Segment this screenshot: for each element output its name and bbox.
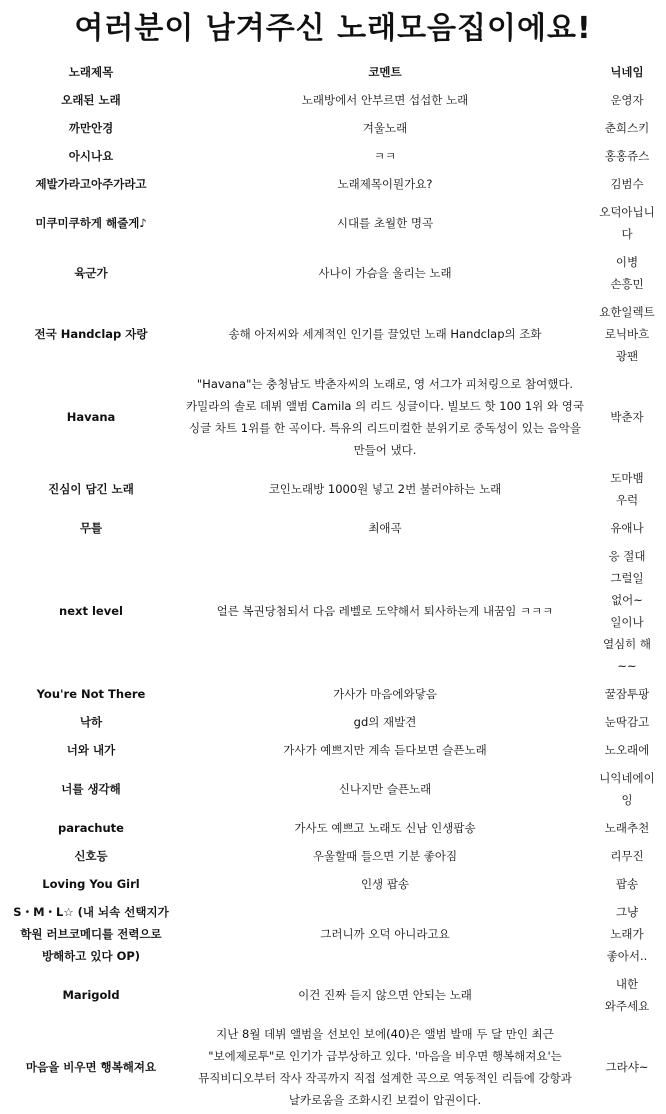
table-row (6, 708, 660, 736)
song-nickname: 그냥 노래가 좋아서.. (606, 905, 648, 963)
table-row (6, 870, 660, 898)
table-row (6, 370, 660, 464)
song-nickname: 오덕아닙니다 (599, 205, 655, 241)
song-nickname: 노오래에 (604, 743, 650, 757)
song-title: Havana (66, 410, 116, 424)
table-row (6, 114, 660, 142)
song-nickname: 김범수 (610, 177, 644, 191)
table-row (6, 542, 660, 680)
table-row (6, 86, 660, 114)
song-nickname: 홍홍쥬스 (604, 149, 650, 163)
song-title: 아시나요 (68, 149, 114, 163)
song-comment: "Havana"는 충청남도 박춘자씨의 노래로, 영 서그가 피처링으로 참여했다. 카밀라의 솔로 데뷔 앨범 Camila 의 리드 싱글이다. 빌보드 핫 100 1위 와 영국 싱글 차트 1위를 한 곡이다. 특유의 리드미컬한 분위기로 중독성이 있는 음악을 만들어 냈다. (186, 377, 584, 457)
header-nickname: 닉네임 (610, 65, 644, 79)
song-title: S・M・L☆ (내 뇌속 선택지가 학원 러브코메디를 전력으로 방해하고 있다 OP) (13, 905, 169, 963)
song-nickname: 응 절대 그럴일 없어~ 일이나 열심히 해~~ (602, 549, 652, 673)
header-comment: 코멘트 (368, 65, 402, 79)
table-row (6, 198, 660, 248)
table-row (6, 298, 660, 370)
table-row (6, 170, 660, 198)
song-title: 너를 생각해 (61, 782, 121, 796)
song-comment: 그러니까 오덕 아니라고요 (320, 927, 450, 941)
song-title: 마음을 비우면 행복해져요 (25, 1060, 157, 1074)
song-title: 전국 Handclap 자랑 (34, 327, 148, 341)
song-comment: gd의 재발견 (353, 715, 417, 729)
song-nickname: 도마뱀 우럭 (610, 471, 644, 507)
song-title: 까만안경 (68, 121, 114, 135)
song-comment: 송해 아저씨와 세계적인 인기를 끌었던 노래 Handclap의 조화 (228, 327, 542, 341)
table-row (6, 814, 660, 842)
song-nickname: 리무진 (610, 849, 644, 863)
song-nickname: 요한일렉트로닉바흐 광팬 (599, 305, 655, 363)
song-comment: 가사가 마음에와닿음 (333, 687, 437, 701)
song-nickname: 팝송 (615, 877, 639, 891)
song-comment: 얼른 복권당첨되서 다음 레벨로 도약해서 퇴사하는게 내꿈임 ㅋㅋㅋ (216, 604, 554, 618)
song-nickname: 그라샤~ (605, 1060, 649, 1074)
song-comment: 가사가 예쁘지만 계속 듣다보면 슬픈노래 (283, 743, 487, 757)
table-row (6, 142, 660, 170)
song-comment: 겨울노래 (362, 121, 408, 135)
song-nickname: 춘희스키 (604, 121, 650, 135)
song-nickname: 운영자 (610, 93, 644, 107)
table-row (6, 842, 660, 870)
song-nickname: 꿀잠투팡 (604, 687, 650, 701)
table-body (6, 86, 660, 1114)
song-title: 육군가 (74, 266, 108, 280)
table-header-row (6, 58, 660, 86)
song-comment: 시대를 초월한 명곡 (336, 216, 434, 230)
song-comment: 이건 진짜 듣지 않으면 안되는 노래 (298, 988, 472, 1002)
song-title: 오래된 노래 (61, 93, 121, 107)
page-title: 여러분이 남겨주신 노래모음집이에요! (74, 11, 592, 46)
song-nickname: 이병 손흥민 (610, 255, 644, 291)
song-comment: 코인노래방 1000원 넣고 2번 불러야하는 노래 (268, 482, 502, 496)
table-row (6, 514, 660, 542)
song-nickname: 니익네에이잉 (599, 771, 655, 807)
song-comment: 노래제목이뭔가요? (337, 177, 433, 191)
song-title: 미쿠미쿠하게 해줄게♪ (35, 216, 147, 230)
table-row (6, 970, 660, 1020)
song-title: Loving You Girl (42, 877, 140, 891)
song-table (6, 58, 660, 1114)
song-title: next level (59, 604, 123, 618)
song-nickname: 노래추천 (604, 821, 650, 835)
song-nickname: 눈딱감고 (604, 715, 650, 729)
song-title: 낙하 (79, 715, 103, 729)
song-comment: 인생 팝송 (360, 877, 410, 891)
table-row (6, 898, 660, 970)
song-comment: 가사도 예쁘고 노래도 신남 인생팝송 (294, 821, 476, 835)
song-title: 무틀 (79, 521, 103, 535)
song-title: You're Not There (36, 687, 146, 701)
table-row (6, 680, 660, 708)
header-title: 노래제목 (68, 65, 114, 79)
song-comment: ㅋㅋ (373, 149, 397, 163)
song-title: 진심이 담긴 노래 (48, 482, 134, 496)
song-title: 너와 내가 (66, 743, 116, 757)
table-row (6, 736, 660, 764)
table-row (6, 248, 660, 298)
song-comment: 노래방에서 안부르면 섭섭한 노래 (301, 93, 469, 107)
song-comment: 최애곡 (368, 521, 402, 535)
song-comment: 지난 8월 데뷔 앨범을 선보인 보에(40)은 앨범 발매 두 달 만인 최근 "보에제로투"로 인기가 급부상하고 있다. '마음을 비우면 행복해져요'는 뮤직비디오부터 작사 작곡까지 직접 설계한 곡으로 역동적인 리듬에 강항과 날카로움을 조화시킨 보컬이 압권이다. (198, 1027, 572, 1107)
song-title: 제발가라고아주가라고 (35, 177, 147, 191)
song-nickname: 내한 와주세요 (604, 977, 650, 1013)
table-row (6, 764, 660, 814)
song-nickname: 유애나 (610, 521, 644, 535)
song-comment: 사나이 가슴을 울리는 노래 (318, 266, 452, 280)
song-title: 신호등 (74, 849, 108, 863)
song-title: Marigold (62, 988, 120, 1002)
song-comment: 신나지만 슬픈노래 (338, 782, 432, 796)
song-nickname: 박춘자 (610, 410, 644, 424)
song-title: parachute (58, 821, 124, 835)
table-row (6, 1020, 660, 1114)
song-comment: 우울할때 들으면 기분 좋아짐 (312, 849, 458, 863)
table-row (6, 464, 660, 514)
